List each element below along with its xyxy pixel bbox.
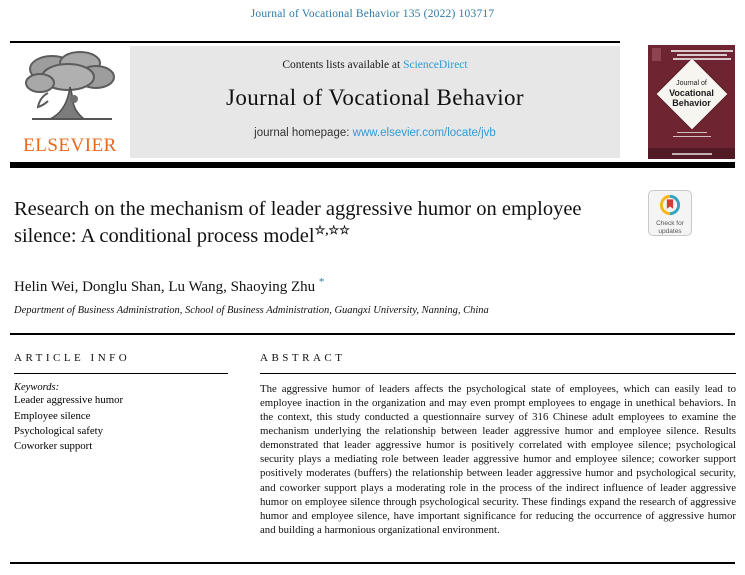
cover-tree-icon (652, 48, 661, 61)
cover-bottom-band (648, 148, 735, 159)
cover-editor-textline (677, 132, 707, 134)
homepage-url-link[interactable]: www.elsevier.com/locate/jvb (352, 127, 496, 139)
journal-citation: Journal of Vocational Behavior 135 (2022) 103717 (250, 8, 495, 20)
article-title-text: Research on the mechanism of leader aggressive humor on employee silence: A conditional process model (14, 198, 582, 248)
masthead-bottom-rule (10, 162, 735, 168)
check-updates-line2: updates (658, 228, 682, 236)
cover-line-behavior: Behavior (672, 98, 711, 109)
keyword-item: Coworker support (14, 440, 93, 453)
article-info-rule (14, 373, 228, 374)
abstract-column (260, 352, 736, 537)
article-info-column (14, 352, 228, 455)
article-title (14, 196, 614, 251)
contents-line (130, 59, 620, 71)
check-updates-icon (659, 203, 681, 220)
affiliation: Department of Business Administration, School of Business Administration, Guangxi University, Nanning, China (14, 305, 489, 316)
homepage-line (130, 127, 620, 139)
corresponding-author-mark[interactable]: * (318, 276, 325, 288)
journal-masthead (10, 41, 735, 168)
author-names: Helin Wei, Donglu Shan, Lu Wang, Shaoying Zhu (14, 279, 316, 295)
keyword-item: Leader aggressive humor (14, 394, 124, 407)
title-footnote-marks: ☆,☆☆ (314, 223, 350, 238)
cover-journal-name (661, 63, 723, 125)
abstract-text: The aggressive humor of leaders affects the psychological state of employees, which can easily lead to employee inaction in the organization and may even prompt employees to engage in unethical behaviors. In the context, this study conducted a questionnaire survey of 316 Chinese adult employees to examine the mechanism underlying the relationship between leader aggressive humor and employee silence. Results demonstrated that leader aggressive humor is positively correlated with employee silence; psychological security plays a mediating role between leader aggressive humor and employee silence; coworker support positively moderates (buffers) the relationship between leader aggressive humor and psychological security, and coworker support plays a moderating role in the process of the indirect influence of leader aggressive humor on employee silence through psychological security. These findings expand the research of aggressive humor and employee silence, have important significance for reducing the occurrence of aggressive humor and building a harmonious organizational environment. (260, 383, 736, 536)
section-bottom-rule (10, 562, 735, 564)
cover-diamond (661, 63, 723, 125)
journal-title: Journal of Vocational Behavior (226, 85, 524, 110)
cover-line-journal-of: Journal of (676, 79, 707, 87)
cover-header-textline (673, 58, 731, 60)
journal-cover-thumbnail (648, 45, 735, 159)
abstract-heading: ABSTRACT (260, 352, 346, 364)
cover-line-vocational: Vocational (669, 87, 714, 98)
keywords-label: Keywords: (14, 382, 60, 394)
cover-header-textline (671, 50, 733, 52)
cover-publisher-textline (672, 153, 712, 155)
section-top-rule (10, 333, 735, 335)
keyword-item: Psychological safety (14, 424, 104, 437)
author-list (14, 276, 324, 296)
check-for-updates-badge[interactable] (648, 190, 692, 236)
elsevier-wordmark: ELSEVIER (23, 135, 117, 156)
check-updates-label (649, 220, 691, 236)
homepage-prefix: journal homepage: (254, 127, 353, 139)
masthead-top-rule (10, 41, 620, 43)
cover-header-textline (677, 54, 727, 56)
abstract-rule (260, 373, 736, 374)
keyword-item: Employee silence (14, 409, 91, 422)
cover-editor-textline (673, 136, 711, 138)
sciencedirect-link[interactable]: ScienceDirect (403, 59, 468, 71)
check-updates-line1: Check for (656, 220, 684, 227)
elsevier-logo (14, 47, 126, 159)
masthead-center-panel (130, 46, 620, 158)
article-info-heading: ARTICLE INFO (14, 352, 131, 364)
contents-prefix: Contents lists available at (282, 59, 404, 71)
